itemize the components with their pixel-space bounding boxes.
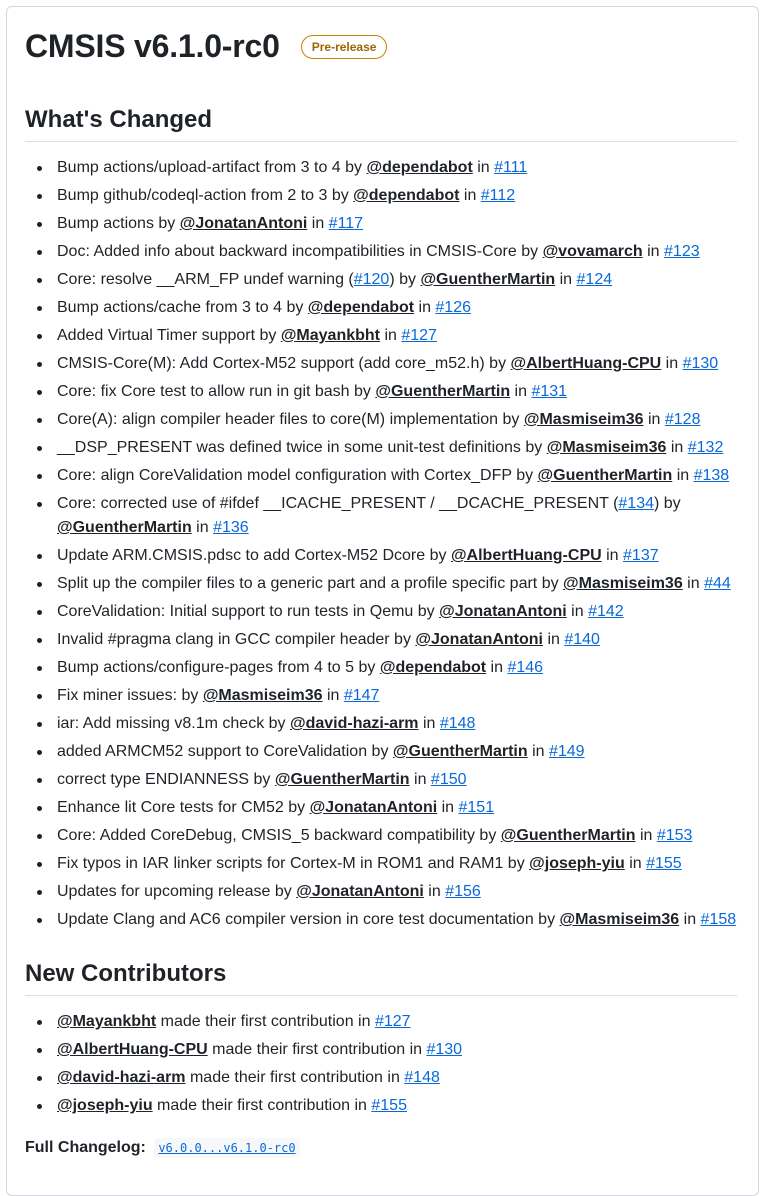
in-text: in xyxy=(307,215,329,232)
by-text: by xyxy=(474,827,501,844)
in-text: in xyxy=(682,575,705,592)
pr-link[interactable]: #111 xyxy=(494,159,528,176)
compare-link[interactable]: v6.0.0...v6.1.0-rc0 xyxy=(154,1138,299,1158)
change-item xyxy=(57,880,737,904)
user-link[interactable]: @Masmiseim36 xyxy=(523,411,644,428)
change-text: Core: corrected use of #ifdef __ICACHE_PRESENT / __DCACHE_PRESENT ( xyxy=(57,495,619,512)
in-text: in xyxy=(666,439,688,456)
change-text: iar: Add missing v8.1m check xyxy=(57,715,265,732)
change-item xyxy=(57,324,737,348)
by-text: by xyxy=(270,883,297,900)
in-text: in xyxy=(380,327,402,344)
in-text: in xyxy=(601,547,624,564)
pr-link[interactable]: #155 xyxy=(646,855,682,872)
change-item xyxy=(57,684,737,708)
release-title[interactable]: CMSIS v6.1.0-rc0 xyxy=(25,28,280,64)
by-text: by xyxy=(511,467,538,484)
by-text: by xyxy=(282,299,308,316)
contribution-text: made their first contribution in xyxy=(185,1069,405,1086)
change-text: Bump actions/cache from 3 to 4 xyxy=(57,299,282,316)
change-text-after: ) xyxy=(654,495,660,512)
in-text: in xyxy=(414,299,436,316)
in-text: in xyxy=(566,603,589,620)
change-text: Split up the compiler files to a generic part and a profile specific part xyxy=(57,575,538,592)
change-item xyxy=(57,240,737,264)
change-item xyxy=(57,492,737,540)
change-text: __DSP_PRESENT was defined twice in some unit-test definitions xyxy=(57,439,521,456)
in-text: in xyxy=(672,467,694,484)
change-item xyxy=(57,544,737,568)
new-contributors-heading: New Contributors xyxy=(25,960,737,996)
in-text: in xyxy=(418,715,440,732)
pr-link[interactable]: #148 xyxy=(404,1069,440,1086)
by-text: by xyxy=(394,271,421,288)
in-text: in xyxy=(459,187,481,204)
pr-link[interactable]: #127 xyxy=(374,1013,411,1030)
change-item xyxy=(57,628,737,652)
pr-link[interactable]: #112 xyxy=(480,187,516,204)
by-text: by xyxy=(249,771,275,788)
full-changelog-label: Full Changelog xyxy=(25,1139,141,1156)
pr-link[interactable]: #132 xyxy=(687,439,724,456)
user-link[interactable]: @joseph-yiu xyxy=(529,855,625,872)
pr-link[interactable]: #138 xyxy=(693,467,730,484)
change-item xyxy=(57,600,737,624)
full-changelog-colon: : xyxy=(140,1139,146,1156)
user-link[interactable]: @GuentherMartin xyxy=(57,519,192,536)
pre-release-badge: Pre-release xyxy=(301,35,388,59)
user-link[interactable]: @Mayankbht xyxy=(280,327,380,344)
change-text: Enhance lit Core tests for CM52 xyxy=(57,799,284,816)
by-text: by xyxy=(177,687,203,704)
user-link[interactable]: @JonatanAntoni xyxy=(296,883,424,900)
in-text: in xyxy=(635,827,657,844)
user-link[interactable]: @dependabot xyxy=(307,299,415,316)
issue-link[interactable]: #120 xyxy=(353,271,390,288)
change-item xyxy=(57,740,737,764)
release-header xyxy=(25,30,387,62)
pr-link[interactable]: #131 xyxy=(531,383,568,400)
pr-link[interactable]: #126 xyxy=(435,299,471,316)
user-link[interactable]: @AlbertHuang-CPU xyxy=(57,1041,208,1058)
user-link[interactable]: @GuentherMartin xyxy=(392,743,528,760)
user-link[interactable]: @JonatanAntoni xyxy=(439,603,567,620)
change-text: Bump actions xyxy=(57,215,154,232)
pr-link[interactable]: #156 xyxy=(445,883,481,900)
pr-link[interactable]: #142 xyxy=(588,603,624,620)
user-link[interactable]: @GuentherMartin xyxy=(274,771,410,788)
contribution-text: made their first contribution in xyxy=(156,1013,375,1030)
change-text: Core: align CoreValidation model configuration with Cortex_DFP xyxy=(57,467,512,484)
by-text: by xyxy=(153,215,180,232)
by-text: by xyxy=(283,799,310,816)
by-text: by xyxy=(533,911,560,928)
change-text: Core: fix Core test to allow run in git bash xyxy=(57,383,350,400)
in-text: in xyxy=(423,883,446,900)
pr-link[interactable]: #117 xyxy=(328,215,364,232)
change-item xyxy=(57,572,737,596)
user-link[interactable]: @GuentherMartin xyxy=(537,467,673,484)
change-item xyxy=(57,268,737,292)
change-text: Bump actions/upload-artifact from 3 to 4 xyxy=(57,159,341,176)
pr-link[interactable]: #153 xyxy=(656,827,693,844)
change-item xyxy=(57,380,737,404)
change-item xyxy=(57,796,737,820)
contributor-item xyxy=(57,1010,737,1034)
change-text: CoreValidation: Initial support to run tests in Qemu xyxy=(57,603,414,620)
by-text: by xyxy=(425,547,451,564)
user-link[interactable]: @GuentherMartin xyxy=(500,827,636,844)
user-link[interactable]: @dependabot xyxy=(366,159,473,176)
in-text: in xyxy=(486,659,508,676)
by-text: by xyxy=(516,243,543,260)
by-text: by xyxy=(389,631,416,648)
contribution-text: made their first contribution in xyxy=(207,1041,427,1058)
contribution-text: made their first contribution in xyxy=(152,1097,372,1114)
change-item xyxy=(57,436,737,460)
in-text: in xyxy=(191,519,214,536)
user-link[interactable]: @dependabot xyxy=(353,187,460,204)
change-item xyxy=(57,908,737,932)
user-link[interactable]: @dependabot xyxy=(379,659,487,676)
user-link[interactable]: @Masmiseim36 xyxy=(202,687,323,704)
in-text: in xyxy=(624,855,647,872)
change-text: Core: Added CoreDebug, CMSIS_5 backward compatibility xyxy=(57,827,475,844)
contributor-item xyxy=(57,1038,737,1062)
in-text: in xyxy=(510,383,532,400)
user-link[interactable]: @JonatanAntoni xyxy=(309,799,438,816)
change-item xyxy=(57,852,737,876)
change-item xyxy=(57,824,737,848)
in-text: in xyxy=(661,355,683,372)
pr-link[interactable]: #44 xyxy=(704,575,731,592)
in-text: in xyxy=(472,159,495,176)
change-text: added ARMCM52 support to CoreValidation xyxy=(57,743,368,760)
user-link[interactable]: @joseph-yiu xyxy=(57,1097,153,1114)
by-text: by xyxy=(537,575,564,592)
changes-list xyxy=(25,156,737,936)
user-link[interactable]: @AlbertHuang-CPU xyxy=(450,547,602,564)
change-text: Update ARM.CMSIS.pdsc to add Cortex-M52 Dcore xyxy=(57,547,426,564)
change-text: Fix miner issues: xyxy=(57,687,178,704)
pr-link[interactable]: #127 xyxy=(401,327,437,344)
change-text: Fix typos in IAR linker scripts for Cortex-M in ROM1 and RAM1 xyxy=(57,855,504,872)
change-text: correct type ENDIANNESS xyxy=(57,771,250,788)
pr-link[interactable]: #147 xyxy=(343,687,380,704)
in-text: in xyxy=(409,771,431,788)
user-link[interactable]: @JonatanAntoni xyxy=(179,215,308,232)
change-item xyxy=(57,184,737,208)
contributors-list xyxy=(25,1010,737,1122)
change-text: CMSIS-Core(M): Add Cortex-M52 support (add core_m52.h) xyxy=(57,355,485,372)
by-text: by xyxy=(659,495,681,512)
change-item xyxy=(57,464,737,488)
change-item xyxy=(57,408,737,432)
pr-link[interactable]: #146 xyxy=(507,659,544,676)
user-link[interactable]: @Masmiseim36 xyxy=(546,439,667,456)
user-link[interactable]: @Mayankbht xyxy=(57,1013,157,1030)
by-text: by xyxy=(367,743,393,760)
pr-link[interactable]: #150 xyxy=(430,771,467,788)
pr-link[interactable]: #148 xyxy=(439,715,476,732)
in-text: in xyxy=(437,799,459,816)
change-item xyxy=(57,352,737,376)
change-text: Added Virtual Timer support xyxy=(57,327,256,344)
in-text: in xyxy=(527,743,549,760)
pr-link[interactable]: #149 xyxy=(548,743,585,760)
change-text: Updates for upcoming release xyxy=(57,883,271,900)
by-text: by xyxy=(340,159,367,176)
pr-link[interactable]: #124 xyxy=(576,271,613,288)
user-link[interactable]: @Masmiseim36 xyxy=(563,575,683,592)
user-link[interactable]: @GuentherMartin xyxy=(420,271,556,288)
in-text: in xyxy=(555,271,577,288)
pr-link[interactable]: #123 xyxy=(664,243,700,260)
change-item xyxy=(57,768,737,792)
in-text: in xyxy=(643,411,665,428)
in-text: in xyxy=(642,243,665,260)
change-text: Bump actions/configure-pages from 4 to 5 xyxy=(57,659,355,676)
by-text: by xyxy=(354,659,380,676)
user-link[interactable]: @david-hazi-arm xyxy=(290,715,419,732)
by-text: by xyxy=(413,603,440,620)
by-text: by xyxy=(503,855,530,872)
change-text: Core(A): align compiler header files to core(M) implementation xyxy=(57,411,499,428)
by-text: by xyxy=(484,355,511,372)
pr-link[interactable]: #137 xyxy=(623,547,659,564)
change-item xyxy=(57,656,737,680)
user-link[interactable]: @david-hazi-arm xyxy=(57,1069,186,1086)
by-text: by xyxy=(327,187,354,204)
change-text: Invalid #pragma clang in GCC compiler header xyxy=(57,631,390,648)
issue-link[interactable]: #134 xyxy=(618,495,654,512)
change-item xyxy=(57,156,737,180)
by-text: by xyxy=(255,327,281,344)
user-link[interactable]: @AlbertHuang-CPU xyxy=(510,355,662,372)
pr-link[interactable]: #136 xyxy=(213,519,249,536)
user-link[interactable]: @Masmiseim36 xyxy=(559,911,680,928)
pr-link[interactable]: #130 xyxy=(682,355,719,372)
by-text: by xyxy=(498,411,524,428)
pr-link[interactable]: #158 xyxy=(700,911,737,928)
by-text: by xyxy=(520,439,547,456)
in-text: in xyxy=(679,911,701,928)
change-text: Bump github/codeql-action from 2 to 3 xyxy=(57,187,328,204)
change-item xyxy=(57,296,737,320)
user-link[interactable]: @JonatanAntoni xyxy=(415,631,543,648)
pr-link[interactable]: #155 xyxy=(371,1097,407,1114)
pr-link[interactable]: #128 xyxy=(664,411,701,428)
in-text: in xyxy=(322,687,344,704)
change-item xyxy=(57,212,737,236)
change-text-after: ) xyxy=(389,271,395,288)
user-link[interactable]: @GuentherMartin xyxy=(375,383,511,400)
whats-changed-heading: What's Changed xyxy=(25,106,737,142)
pr-link[interactable]: #151 xyxy=(458,799,495,816)
contributor-item xyxy=(57,1094,737,1118)
change-text: Doc: Added info about backward incompatibilities in CMSIS-Core xyxy=(57,243,517,260)
user-link[interactable]: @vovamarch xyxy=(542,243,643,260)
pr-link[interactable]: #140 xyxy=(564,631,600,648)
in-text: in xyxy=(543,631,565,648)
pr-link[interactable]: #130 xyxy=(426,1041,463,1058)
by-text: by xyxy=(349,383,376,400)
change-text: Update Clang and AC6 compiler version in core test documentation xyxy=(57,911,534,928)
change-text: Core: resolve __ARM_FP undef warning ( xyxy=(57,271,354,288)
full-changelog xyxy=(25,1136,300,1160)
by-text: by xyxy=(264,715,290,732)
change-item xyxy=(57,712,737,736)
contributor-item xyxy=(57,1066,737,1090)
